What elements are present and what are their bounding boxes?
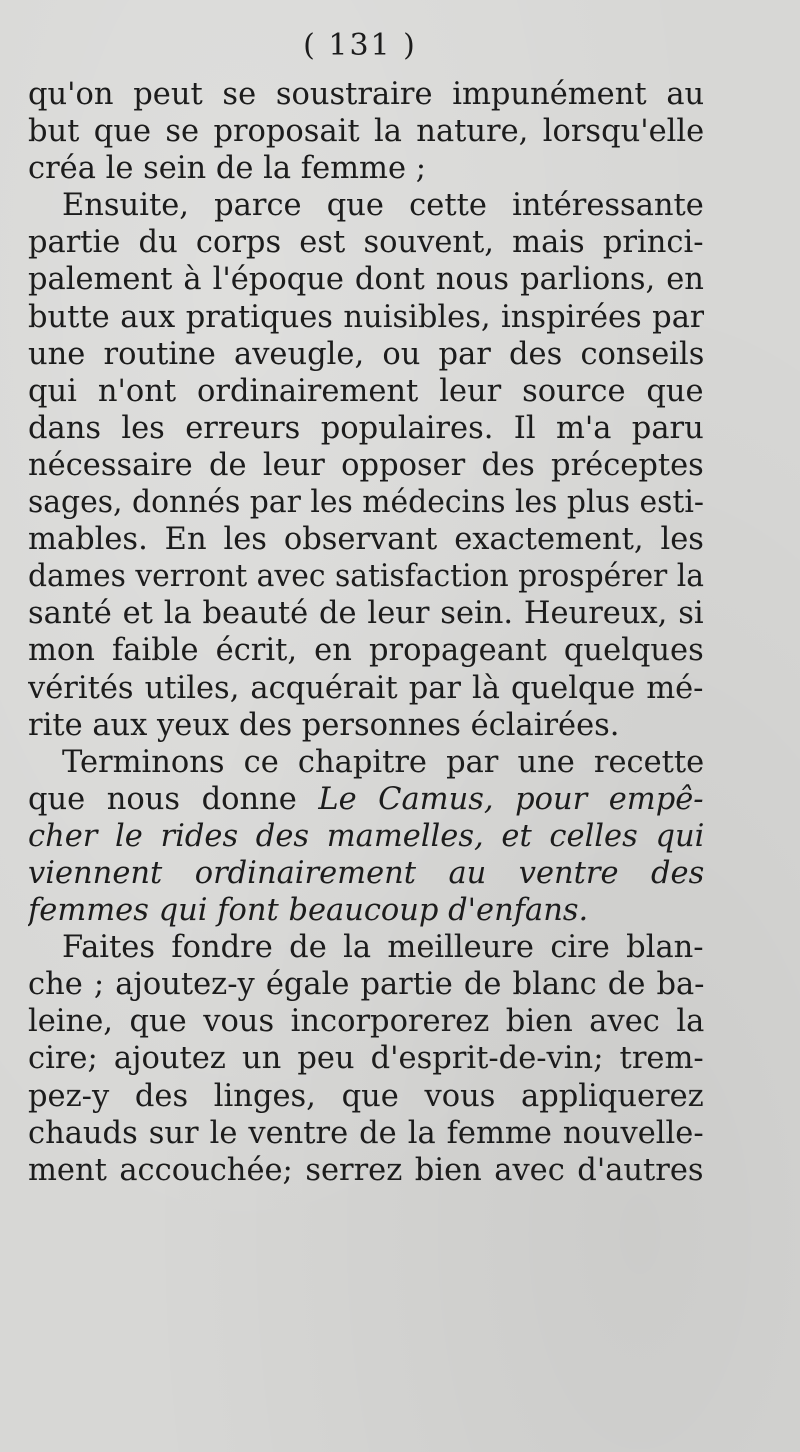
text-line: partie du corps est souvent, mais princi- [28, 225, 704, 261]
text-line: créa le sein de la femme ; [28, 151, 426, 187]
text-line: che ; ajoutez-y égale partie de blanc de ba- [28, 967, 704, 1003]
text-line: viennent ordinairement au ventre des [28, 855, 704, 891]
text-line: femmes qui font beaucoup d'enfans. [28, 893, 589, 929]
text-line: une routine aveugle, ou par des conseils [28, 336, 704, 372]
text-line: mon faible écrit, en propageant quelques [28, 633, 704, 669]
text-line: chauds sur le ventre de la femme nouvelle- [28, 1115, 704, 1151]
text-line: dames verront avec satisfaction prospérer la [28, 559, 704, 595]
body-text [28, 76, 704, 1189]
text-line: rite aux yeux des personnes éclairées. [28, 707, 620, 743]
text-line: mables. En les observant exactement, les [28, 522, 704, 558]
text-line: sages, donnés par les médecins les plus esti- [28, 485, 704, 521]
text-line: leine, que vous incorporerez bien avec la [28, 1004, 704, 1040]
text-line: cire; ajoutez un peu d'esprit-de-vin; trem- [28, 1041, 704, 1077]
text-line: nécessaire de leur opposer des préceptes [28, 447, 704, 483]
text-line: que nous donne Le Camus, pour empê- [28, 781, 704, 817]
text-line: vérités utiles, acquérait par là quelque mé- [28, 670, 704, 706]
text-line: palement à l'époque dont nous parlions, en [28, 262, 704, 298]
text-line: santé et la beauté de leur sein. Heureux, si [28, 596, 704, 632]
text-line: Faites fondre de la meilleure cire blan- [62, 930, 704, 966]
text-line: qu'on peut se soustraire impunément au [28, 77, 704, 112]
text-line: Terminons ce chapitre par une recette [62, 744, 704, 780]
text-line: butte aux pratiques nuisibles, inspirées par [28, 299, 704, 335]
text-line: cher le rides des mamelles, et celles qui [28, 818, 704, 854]
text-line: but que se proposait la nature, lorsqu'elle [28, 114, 704, 150]
text-line: dans les erreurs populaires. Il m'a paru [28, 410, 704, 446]
text-line: Ensuite, parce que cette intéressante [62, 188, 704, 224]
text-line: qui n'ont ordinairement leur source que [28, 373, 704, 409]
page-number: ( 131 ) [303, 28, 417, 63]
text-line: pez-y des linges, que vous appliquerez [28, 1078, 704, 1114]
text-line: ment accouchée; serrez bien avec d'autres [28, 1152, 704, 1188]
